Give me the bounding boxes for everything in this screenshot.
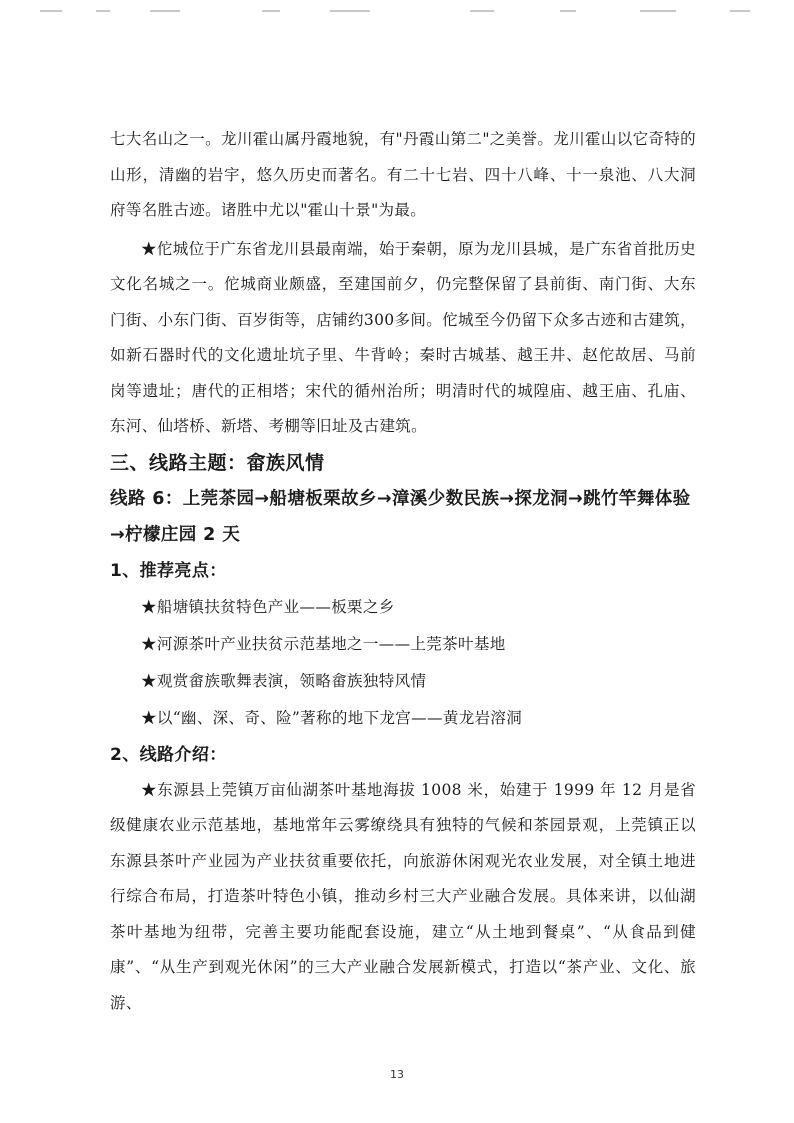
page-content — [110, 122, 696, 1021]
paragraph-intro: ★东源县上莞镇万亩仙湖茶叶基地海拔 1008 米，始建于 1999 年 12 月是省级健康农业示范基地，基地常年云雾缭绕具有独特的气候和茶园景观，上莞镇正以东源县茶叶产业园为产业扶贫重要依托，向旅游休闲观光农业发展，对全镇土地进行综合布局，打造茶叶特色小镇，推动乡村三大产业融合发展。具体来讲，以仙湖茶叶基地为纽带，完善主要功能配套设施，建立“从土地到餐桌”、“从食品到健康”、“从生产到观光休闲”的三大产业融合发展新模式，打造以“茶产业、文化、旅游、 — [110, 780, 696, 1012]
paragraph-huoshan: 七大名山之一。龙川霍山属丹霞地貌，有"丹霞山第二"之美誉。龙川霍山以它奇特的山形，清幽的岩宇，悠久历史而著名。有二十七岩、四十八峰、十一泉池、八大洞府等名胜古迹。诸胜中尤以"霍山十景"为最。 — [110, 130, 696, 219]
highlight-item: ★河源茶叶产业扶贫示范基地之一——上莞茶叶基地 — [141, 634, 506, 653]
highlight-item: ★观赏畲族歌舞表演，领略畲族独特风情 — [141, 671, 427, 690]
highlight-item: ★以“幽、深、奇、险”著称的地下龙宫——黄龙岩溶洞 — [141, 708, 523, 727]
intro-heading: 2、线路介绍： — [110, 744, 227, 765]
route-title: 线路 6：上莞茶园→船塘板栗故乡→漳溪少数民族→探龙洞→跳竹竿舞体验→柠檬庄园 2 天 — [110, 488, 691, 545]
page-number: 13 — [390, 1068, 404, 1081]
scan-edge-artifact — [0, 0, 794, 20]
highlights-heading: 1、推荐亮点： — [110, 560, 227, 581]
highlight-item: ★船塘镇扶贫特色产业——板栗之乡 — [141, 597, 395, 616]
section-title: 三、线路主题：畲族风情 — [110, 451, 325, 474]
highlights-list — [110, 589, 696, 737]
paragraph-tuocheng: ★佗城位于广东省龙川县最南端，始于秦朝，原为龙川县城，是广东省首批历史文化名城之一。佗城商业颇盛，至建国前夕，仍完整保留了县前街、南门街、大东门街、小东门街、百岁街等，店铺约300多间。佗城至今仍留下众多古迹和古建筑，如新石器时代的文化遗址坑子里、牛背岭；秦时古城基、越王井、赵佗故居、马前岗等遗址；唐代的正相塔；宋代的循州治所；明清时代的城隍庙、越王庙、孔庙、东河、仙塔桥、新塔、考棚等旧址及古建筑。 — [110, 239, 696, 435]
